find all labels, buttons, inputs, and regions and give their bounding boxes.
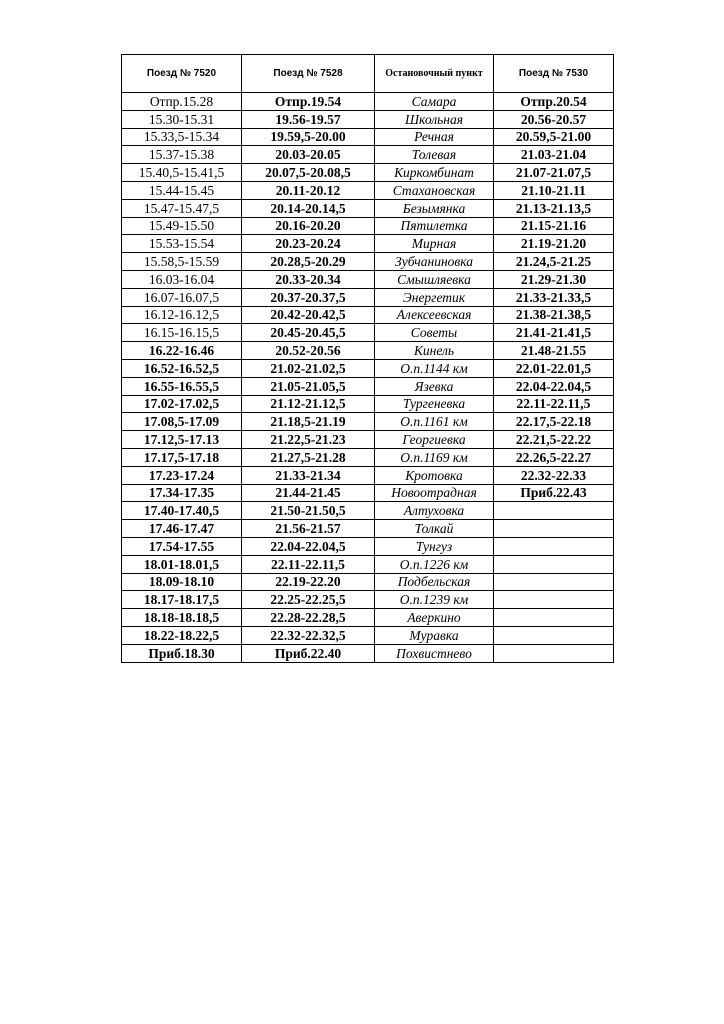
cell-train-7530: [494, 573, 614, 591]
cell-stop: О.п.1169 км: [375, 448, 494, 466]
cell-train-7520: 15.49-15.50: [122, 217, 242, 235]
table-row: [122, 93, 614, 111]
cell-train-7528: 20.03-20.05: [242, 146, 375, 164]
cell-train-7520: 17.46-17.47: [122, 520, 242, 538]
cell-train-7520: 18.01-18.01,5: [122, 555, 242, 573]
table-row: [122, 502, 614, 520]
cell-train-7530: Отпр.20.54: [494, 93, 614, 111]
cell-train-7520: 15.47-15.47,5: [122, 199, 242, 217]
cell-train-7520: 16.03-16.04: [122, 270, 242, 288]
cell-train-7528: 20.52-20.56: [242, 342, 375, 360]
cell-train-7520: 15.37-15.38: [122, 146, 242, 164]
cell-stop: О.п.1239 км: [375, 591, 494, 609]
cell-train-7520: 18.18-18.18,5: [122, 609, 242, 627]
table-row: [122, 110, 614, 128]
cell-stop: Муравка: [375, 626, 494, 644]
cell-train-7520: 16.55-16.55,5: [122, 377, 242, 395]
cell-stop: Алексеевская: [375, 306, 494, 324]
table-row: [122, 324, 614, 342]
table-row: [122, 573, 614, 591]
cell-train-7528: 20.11-20.12: [242, 181, 375, 199]
table-row: [122, 288, 614, 306]
cell-stop: Самара: [375, 93, 494, 111]
table-row: [122, 164, 614, 182]
cell-train-7530: 21.29-21.30: [494, 270, 614, 288]
cell-stop: Георгиевка: [375, 431, 494, 449]
cell-train-7528: 22.04-22.04,5: [242, 537, 375, 555]
table-row: [122, 609, 614, 627]
table-row: [122, 181, 614, 199]
table-row: [122, 448, 614, 466]
cell-train-7528: 22.28-22.28,5: [242, 609, 375, 627]
cell-stop: Алтуховка: [375, 502, 494, 520]
cell-train-7530: [494, 520, 614, 538]
cell-train-7530: 22.17,5-22.18: [494, 413, 614, 431]
cell-train-7530: [494, 644, 614, 662]
cell-train-7528: 19.59,5-20.00: [242, 128, 375, 146]
cell-stop: Похвистнево: [375, 644, 494, 662]
cell-train-7528: 20.16-20.20: [242, 217, 375, 235]
cell-train-7528: 20.42-20.42,5: [242, 306, 375, 324]
table-row: [122, 270, 614, 288]
cell-train-7530: 21.38-21.38,5: [494, 306, 614, 324]
table-row: [122, 413, 614, 431]
cell-train-7528: 20.45-20.45,5: [242, 324, 375, 342]
cell-train-7520: 17.54-17.55: [122, 537, 242, 555]
timetable: [121, 54, 614, 663]
cell-train-7530: 20.56-20.57: [494, 110, 614, 128]
header-train-7528: Поезд № 7528: [242, 55, 375, 93]
cell-train-7528: 22.25-22.25,5: [242, 591, 375, 609]
cell-train-7530: [494, 555, 614, 573]
cell-train-7530: 22.01-22.01,5: [494, 359, 614, 377]
table-row: [122, 306, 614, 324]
cell-train-7528: 21.27,5-21.28: [242, 448, 375, 466]
cell-train-7530: 20.59,5-21.00: [494, 128, 614, 146]
cell-train-7520: 15.44-15.45: [122, 181, 242, 199]
cell-train-7530: 22.26,5-22.27: [494, 448, 614, 466]
cell-train-7530: 21.33-21.33,5: [494, 288, 614, 306]
cell-stop: Толевая: [375, 146, 494, 164]
cell-train-7520: 16.15-16.15,5: [122, 324, 242, 342]
cell-train-7530: 22.32-22.33: [494, 466, 614, 484]
cell-train-7520: 15.40,5-15.41,5: [122, 164, 242, 182]
cell-train-7528: 20.07,5-20.08,5: [242, 164, 375, 182]
cell-stop: Кинель: [375, 342, 494, 360]
cell-train-7530: 21.07-21.07,5: [494, 164, 614, 182]
cell-train-7520: 16.22-16.46: [122, 342, 242, 360]
cell-train-7520: 16.07-16.07,5: [122, 288, 242, 306]
table-row: [122, 431, 614, 449]
cell-stop: Зубчаниновка: [375, 253, 494, 271]
table-row: [122, 466, 614, 484]
cell-train-7528: 21.02-21.02,5: [242, 359, 375, 377]
cell-stop: Киркомбинат: [375, 164, 494, 182]
cell-train-7530: 21.10-21.11: [494, 181, 614, 199]
cell-train-7530: 22.04-22.04,5: [494, 377, 614, 395]
cell-stop: Стахановская: [375, 181, 494, 199]
cell-train-7520: 17.34-17.35: [122, 484, 242, 502]
cell-train-7530: [494, 502, 614, 520]
cell-train-7520: 18.09-18.10: [122, 573, 242, 591]
cell-train-7528: 21.22,5-21.23: [242, 431, 375, 449]
cell-train-7520: 17.12,5-17.13: [122, 431, 242, 449]
cell-train-7530: [494, 609, 614, 627]
cell-train-7530: 21.24,5-21.25: [494, 253, 614, 271]
cell-train-7530: 22.21,5-22.22: [494, 431, 614, 449]
table-row: [122, 537, 614, 555]
table-row: [122, 484, 614, 502]
cell-stop: О.п.1144 км: [375, 359, 494, 377]
cell-train-7520: 15.33,5-15.34: [122, 128, 242, 146]
cell-train-7520: 15.30-15.31: [122, 110, 242, 128]
cell-train-7520: Отпр.15.28: [122, 93, 242, 111]
table-row: [122, 555, 614, 573]
header-train-7520: Поезд № 7520: [122, 55, 242, 93]
cell-train-7528: 20.23-20.24: [242, 235, 375, 253]
cell-train-7520: 17.08,5-17.09: [122, 413, 242, 431]
cell-train-7528: Приб.22.40: [242, 644, 375, 662]
table-row: [122, 128, 614, 146]
cell-train-7530: [494, 591, 614, 609]
cell-stop: Тунгуз: [375, 537, 494, 555]
table-row: [122, 342, 614, 360]
table-row: [122, 520, 614, 538]
cell-train-7530: [494, 537, 614, 555]
cell-train-7530: Приб.22.43: [494, 484, 614, 502]
table-row: [122, 591, 614, 609]
table-row: [122, 235, 614, 253]
table-row: [122, 253, 614, 271]
cell-stop: Тургеневка: [375, 395, 494, 413]
timetable-body: [122, 93, 614, 663]
cell-train-7520: 18.22-18.22,5: [122, 626, 242, 644]
cell-stop: Мирная: [375, 235, 494, 253]
cell-train-7528: 20.14-20.14,5: [242, 199, 375, 217]
cell-train-7528: Отпр.19.54: [242, 93, 375, 111]
cell-train-7520: 17.23-17.24: [122, 466, 242, 484]
cell-stop: Кротовка: [375, 466, 494, 484]
cell-train-7530: [494, 626, 614, 644]
cell-train-7528: 21.56-21.57: [242, 520, 375, 538]
cell-stop: Новоотрадная: [375, 484, 494, 502]
header-stop: Остановочный пункт: [375, 55, 494, 93]
cell-train-7520: Приб.18.30: [122, 644, 242, 662]
cell-stop: Язевка: [375, 377, 494, 395]
cell-train-7528: 21.44-21.45: [242, 484, 375, 502]
cell-train-7530: 21.19-21.20: [494, 235, 614, 253]
cell-train-7530: 21.13-21.13,5: [494, 199, 614, 217]
cell-train-7528: 22.32-22.32,5: [242, 626, 375, 644]
cell-stop: Толкай: [375, 520, 494, 538]
cell-stop: Пятилетка: [375, 217, 494, 235]
cell-train-7520: 18.17-18.17,5: [122, 591, 242, 609]
cell-train-7528: 21.12-21.12,5: [242, 395, 375, 413]
cell-train-7520: 15.58,5-15.59: [122, 253, 242, 271]
cell-train-7528: 20.37-20.37,5: [242, 288, 375, 306]
cell-train-7520: 17.40-17.40,5: [122, 502, 242, 520]
cell-train-7530: 21.41-21.41,5: [494, 324, 614, 342]
cell-stop: Советы: [375, 324, 494, 342]
table-row: [122, 217, 614, 235]
header-row: [122, 55, 614, 93]
cell-train-7530: 22.11-22.11,5: [494, 395, 614, 413]
cell-train-7530: 21.48-21.55: [494, 342, 614, 360]
header-train-7530: Поезд № 7530: [494, 55, 614, 93]
table-row: [122, 199, 614, 217]
cell-train-7528: 19.56-19.57: [242, 110, 375, 128]
table-row: [122, 377, 614, 395]
cell-train-7528: 22.19-22.20: [242, 573, 375, 591]
cell-stop: О.п.1161 км: [375, 413, 494, 431]
table-row: [122, 626, 614, 644]
table-row: [122, 359, 614, 377]
cell-stop: Смышляевка: [375, 270, 494, 288]
cell-stop: Энергетик: [375, 288, 494, 306]
cell-train-7528: 20.28,5-20.29: [242, 253, 375, 271]
cell-train-7520: 16.52-16.52,5: [122, 359, 242, 377]
cell-train-7530: 21.03-21.04: [494, 146, 614, 164]
cell-train-7528: 20.33-20.34: [242, 270, 375, 288]
cell-train-7528: 22.11-22.11,5: [242, 555, 375, 573]
cell-train-7520: 15.53-15.54: [122, 235, 242, 253]
cell-train-7528: 21.50-21.50,5: [242, 502, 375, 520]
cell-train-7520: 17.02-17.02,5: [122, 395, 242, 413]
cell-train-7520: 17.17,5-17.18: [122, 448, 242, 466]
cell-stop: Аверкино: [375, 609, 494, 627]
cell-stop: Подбельская: [375, 573, 494, 591]
table-row: [122, 644, 614, 662]
cell-stop: О.п.1226 км: [375, 555, 494, 573]
cell-stop: Речная: [375, 128, 494, 146]
cell-stop: Безымянка: [375, 199, 494, 217]
cell-train-7520: 16.12-16.12,5: [122, 306, 242, 324]
cell-train-7530: 21.15-21.16: [494, 217, 614, 235]
cell-stop: Школьная: [375, 110, 494, 128]
cell-train-7528: 21.18,5-21.19: [242, 413, 375, 431]
cell-train-7528: 21.33-21.34: [242, 466, 375, 484]
table-row: [122, 395, 614, 413]
cell-train-7528: 21.05-21.05,5: [242, 377, 375, 395]
table-row: [122, 146, 614, 164]
